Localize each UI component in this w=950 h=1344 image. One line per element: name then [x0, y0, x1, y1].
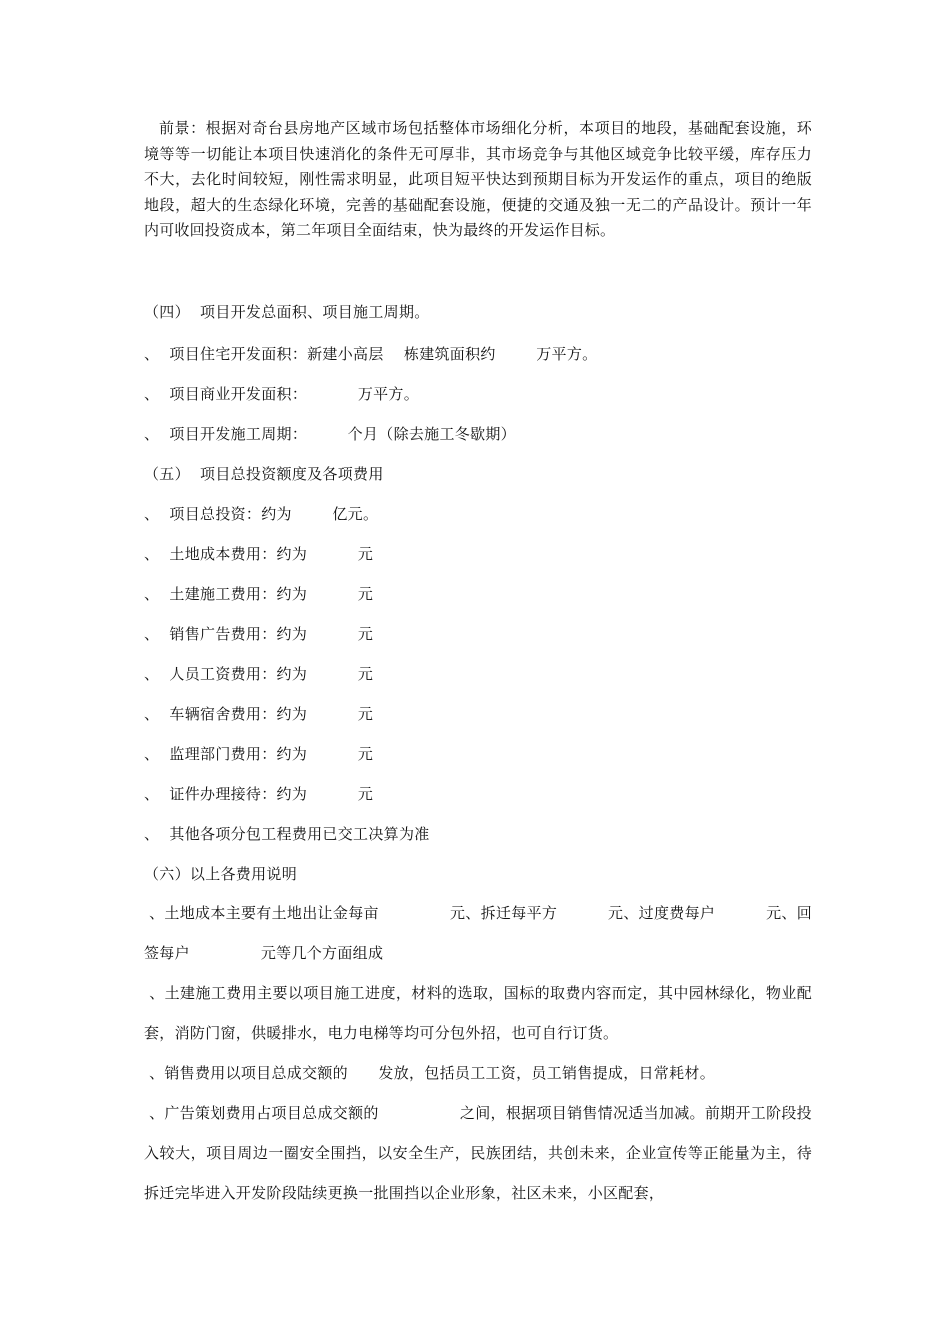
section-6-paragraph-2: 、土建施工费用主要以项目施工进度，材料的选取，国标的取费内容而定，其中园林绿化，物业配套，消防门窗，供暖排水，电力电梯等均可分包外招，也可自行订货。: [144, 984, 812, 1042]
section-5-heading: （五） 项目总投资额度及各项费用: [144, 465, 384, 483]
section-5-item-2: 、 土地成本费用：约为 元: [144, 545, 374, 563]
section-5-item-3: 、 土建施工费用：约为 元: [144, 585, 374, 603]
intro-paragraph: 前景：根据对奇台县房地产区域市场包括整体市场细化分析，本项目的地段，基础配套设施，环境等等一切能让本项目快速消化的条件无可厚非，其市场竞争与其他区域竞争比较平缓，库存压力不大，去化时间较短，刚性需求明显，此项目短平快达到预期目标为开发运作的重点，项目的绝版地段，超大的生态绿化环境，完善的基础配套设施，便捷的交通及独一无二的产品设计。预计一年内可收回投资成本，第二年项目全面结束，快为最终的开发运作目标。: [144, 119, 812, 239]
section-4-item-3: 、 项目开发施工周期： 个月（除去施工冬歇期）: [144, 425, 516, 443]
section-5-item-8: 、 证件办理接待：约为 元: [144, 785, 374, 803]
section-5-item-1: 、 项目总投资：约为 亿元。: [144, 505, 379, 523]
section-4-heading: （四） 项目开发总面积、项目施工周期。: [144, 303, 430, 321]
section-5-item-9: 、 其他各项分包工程费用已交工决算为准: [144, 825, 430, 843]
section-5-item-7: 、 监理部门费用：约为 元: [144, 745, 374, 763]
section-5-item-4: 、 销售广告费用：约为 元: [144, 625, 374, 643]
section-4-item-2: 、 项目商业开发面积： 万平方。: [144, 385, 420, 403]
section-6-paragraph-1: 、土地成本主要有土地出让金每亩 元、拆迁每平方 元、过度费每户 元、回签每户 元等几个方面组成: [144, 904, 812, 962]
section-4-item-1: 、 项目住宅开发面积：新建小高层 栋建筑面积约 万平方。: [144, 345, 598, 363]
section-6-paragraph-3: 、销售费用以项目总成交额的 发放，包括员工工资，员工销售提成，日常耗材。: [144, 1064, 715, 1082]
section-6-paragraph-4: 、广告策划费用占项目总成交额的 之间，根据项目销售情况适当加减。前期开工阶段投入较大，项目周边一圈安全围挡，以安全生产，民族团结，共创未来，企业宣传等正能量为主，待拆迁完毕进入开发阶段陆续更换一批围挡以企业形象，社区未来，小区配套，: [144, 1104, 812, 1202]
section-5-item-6: 、 车辆宿舍费用：约为 元: [144, 705, 374, 723]
section-6-heading: （六）以上各费用说明: [144, 865, 298, 883]
section-5-item-5: 、 人员工资费用：约为 元: [144, 665, 374, 683]
